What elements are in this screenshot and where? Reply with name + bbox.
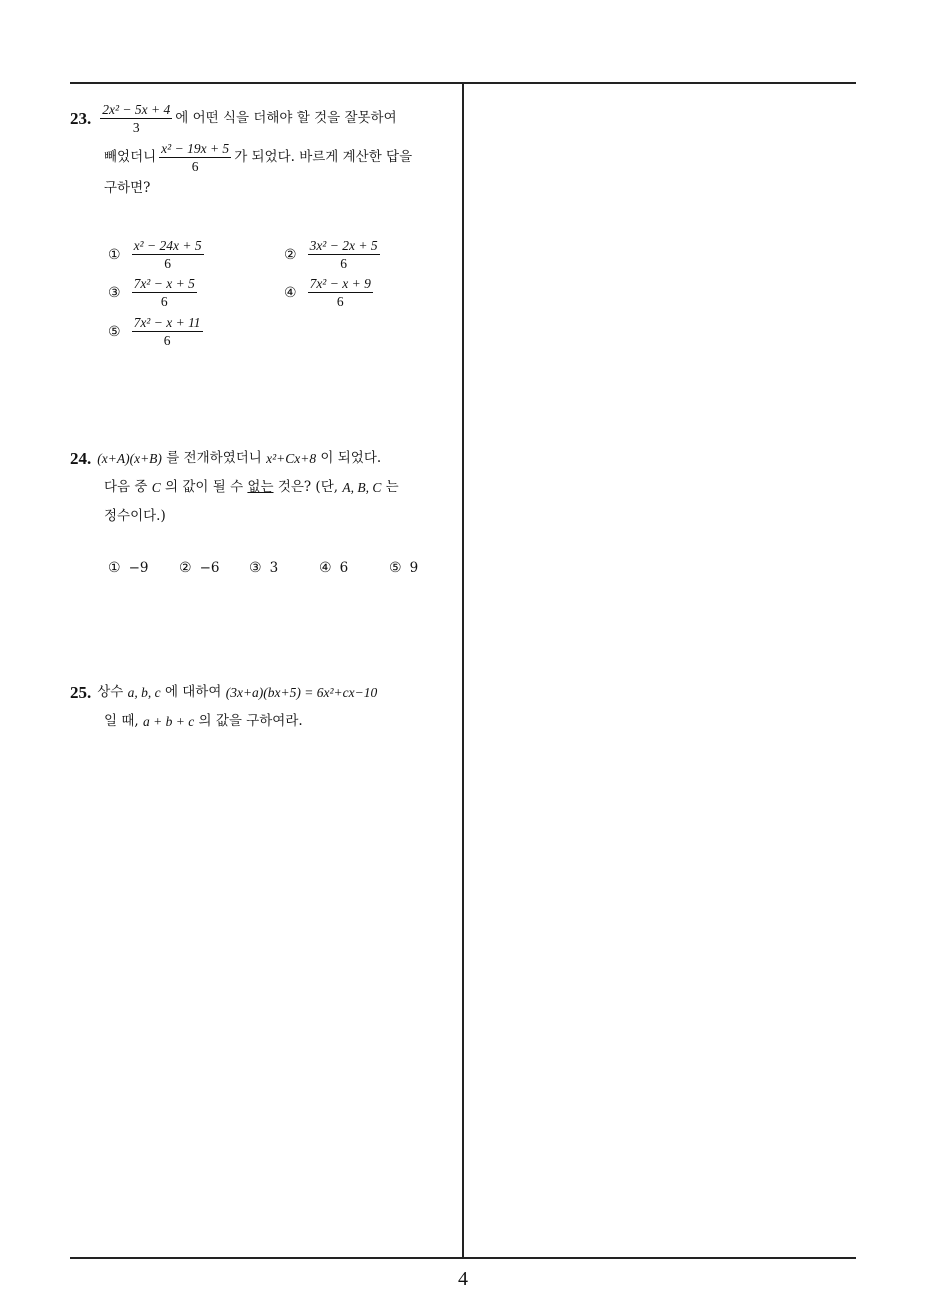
problem-text: 의 값을 구하여라.	[198, 713, 303, 729]
underlined-text: 없는	[247, 479, 274, 495]
choice-mark: ①	[108, 246, 121, 263]
choice-mark: ⑤	[389, 560, 402, 576]
fraction-numerator: x² − 24x + 5	[133, 238, 202, 253]
problem-number: 23.	[70, 109, 92, 128]
problem-text: 빼었더니	[104, 149, 157, 165]
choice-mark: ②	[179, 560, 192, 576]
choice-value: 6	[339, 560, 349, 576]
problem-24	[70, 444, 458, 531]
fraction-numerator: x² − 19x + 5	[161, 141, 230, 156]
choice-mark: ③	[108, 284, 121, 301]
math-variable: C	[151, 480, 161, 495]
math-expression: (x+A)(x+B)	[97, 451, 162, 466]
choice-1[interactable]	[108, 238, 207, 271]
problem-text: 를 전개하였더니	[166, 450, 262, 466]
problem-text: 다음 중	[104, 479, 148, 495]
choice-2[interactable]	[284, 238, 383, 271]
fraction-numerator: 7x² − x + 5	[133, 276, 195, 291]
choice-5[interactable]	[108, 315, 206, 348]
problem-text: 것은? (단,	[277, 479, 339, 495]
problem-25-line-2	[70, 707, 458, 736]
problem-24-line-1	[70, 444, 458, 473]
column-divider	[462, 82, 464, 1258]
choice-mark: ①	[108, 560, 121, 576]
problem-25-line-1	[70, 678, 458, 707]
choice-value: −9	[128, 560, 149, 576]
fraction-numerator: 2x² − 5x + 4	[102, 102, 171, 117]
problem-text: 정수이다.)	[104, 508, 166, 524]
choice-2[interactable]	[179, 560, 219, 576]
bottom-rule	[70, 1257, 856, 1259]
problem-24-line-3	[70, 502, 458, 531]
choice-5[interactable]	[389, 560, 418, 576]
choice-3[interactable]	[249, 560, 278, 576]
math-equation: (3x+a)(bx+5) = 6x²+cx−10	[225, 685, 378, 700]
problem-text: 에 어떤 식을 더해야 할 것을 잘못하여	[175, 110, 397, 126]
problem-text: 이 되었다.	[320, 450, 382, 466]
choice-fraction	[132, 238, 204, 271]
choice-value: 9	[409, 560, 419, 576]
choice-fraction	[132, 276, 197, 309]
math-expression: x²+Cx+8	[266, 451, 317, 466]
choice-mark: ⑤	[108, 323, 121, 340]
choice-fraction	[308, 238, 380, 271]
problem-text: 는	[385, 479, 399, 495]
result-fraction	[159, 141, 231, 174]
page-number: 4	[458, 1268, 468, 1290]
fraction-denominator: 6	[160, 294, 168, 309]
problem-number: 24.	[70, 449, 92, 468]
problem-text: 일 때,	[104, 713, 139, 729]
fraction-denominator: 6	[340, 256, 347, 271]
fraction-denominator: 3	[132, 120, 140, 135]
choice-mark: ④	[319, 560, 332, 576]
given-fraction	[100, 102, 172, 135]
problem-text: 가 되었다. 바르게 계산한 답을	[234, 149, 413, 165]
choice-mark: ④	[284, 284, 297, 301]
choice-mark: ②	[284, 246, 297, 263]
problem-number: 25.	[70, 683, 92, 702]
choice-fraction	[308, 276, 373, 309]
problem-24-line-2	[70, 473, 458, 502]
choice-4[interactable]	[319, 560, 348, 576]
fraction-numerator: 3x² − 2x + 5	[309, 238, 378, 253]
fraction-denominator: 6	[336, 294, 344, 309]
problem-text: 상수	[97, 684, 124, 700]
problem-text: 의 값이 될 수	[165, 479, 244, 495]
fraction-denominator: 6	[164, 256, 171, 271]
problem-25	[70, 678, 458, 736]
fraction-numerator: 7x² − x + 11	[133, 315, 201, 330]
problem-23-line-3	[70, 174, 458, 203]
math-expression: a + b + c	[142, 714, 195, 729]
math-variables: A, B, C	[342, 480, 382, 495]
problem-text: 구하면?	[104, 180, 151, 196]
choice-4[interactable]	[284, 276, 376, 309]
fraction-numerator: 7x² − x + 9	[309, 276, 371, 291]
problem-23-line-2	[70, 141, 458, 174]
problem-23-line-1	[70, 102, 458, 135]
choice-mark: ③	[249, 560, 262, 576]
choice-value: −6	[199, 560, 220, 576]
choice-3[interactable]	[108, 276, 200, 309]
problem-23	[70, 102, 458, 203]
choice-value: 3	[269, 560, 279, 576]
choice-fraction	[132, 315, 203, 348]
fraction-denominator: 6	[163, 333, 171, 348]
fraction-denominator: 6	[191, 159, 199, 174]
problem-text: 에 대하여	[164, 684, 222, 700]
choice-1[interactable]	[108, 560, 148, 576]
math-variables: a, b, c	[127, 685, 161, 700]
